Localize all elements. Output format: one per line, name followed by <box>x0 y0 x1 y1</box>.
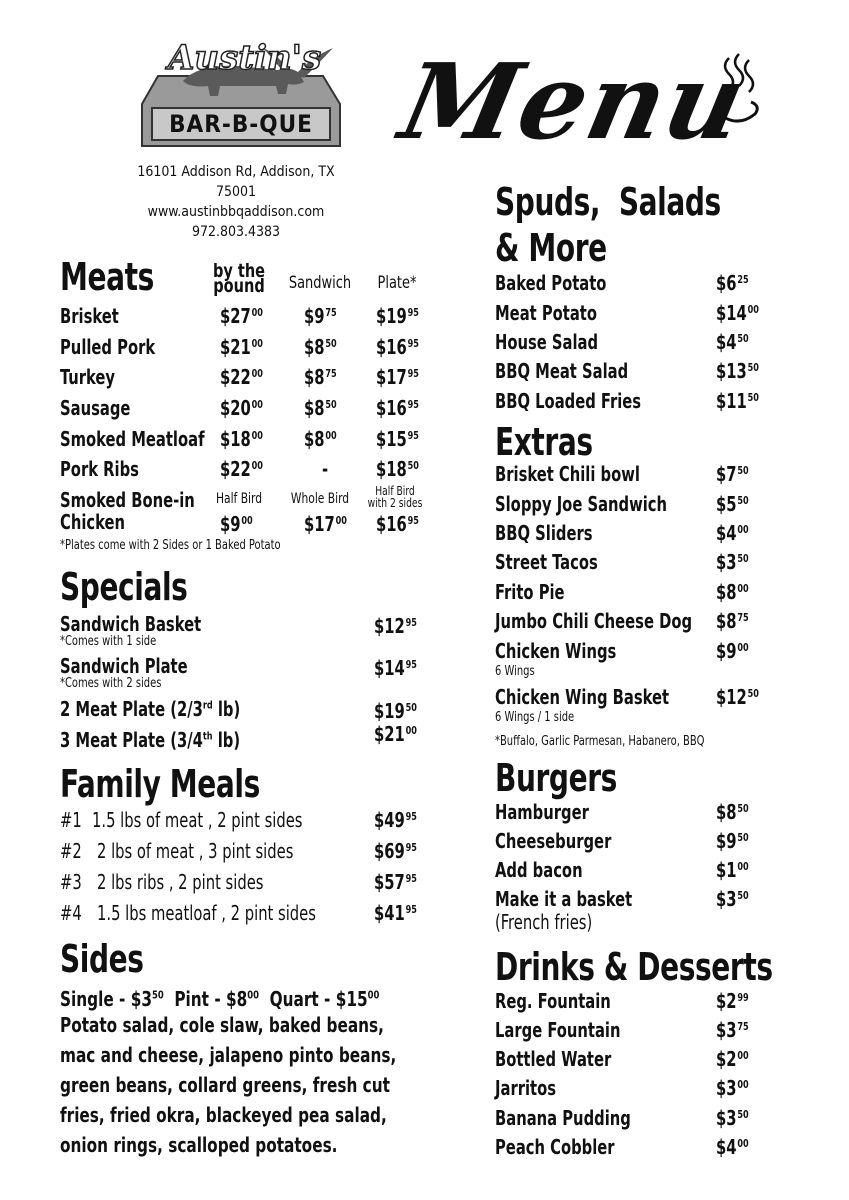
list-item-name: BBQ Sliders <box>495 521 593 545</box>
meat-sandwich-price: $\$8^{50}$ <box>304 396 337 420</box>
list-item-name: BBQ Meat Salad <box>495 359 629 383</box>
spuds-title-2: & More <box>495 226 607 270</box>
list-item-price: $\$3^{50}$ <box>716 550 749 574</box>
family-price: $\$69^{95}$ <box>374 839 417 863</box>
list-item-price: $\$6^{25}$ <box>716 271 749 295</box>
meat-plate-price: $\$19^{95}$ <box>376 304 419 328</box>
chicken-name-2: Chicken <box>60 510 126 534</box>
list-item-note: 6 Wings <box>495 664 535 679</box>
list-item-price: $\$14^{00}$ <box>716 301 759 325</box>
meats-col-plate: Plate* <box>377 273 417 293</box>
meat-sandwich-price: $\$8^{00}$ <box>304 427 337 451</box>
family-number: #1 <box>60 808 82 832</box>
family-number: #4 <box>60 901 82 925</box>
meat-name: Pork Ribs <box>60 457 139 481</box>
meat-sandwich-price: $\$8^{75}$ <box>304 365 337 389</box>
list-item-price: $\$7^{50}$ <box>716 462 749 486</box>
list-item-name: Street Tacos <box>495 550 598 574</box>
list-item-price: $\$4^{00}$ <box>716 521 749 545</box>
special-price: $\$21^{00}$ <box>374 722 417 746</box>
list-item-price: $\$5^{50}$ <box>716 492 749 516</box>
list-item-name: House Salad <box>495 330 599 354</box>
special-name: Sandwich Plate <box>60 654 188 678</box>
spuds-title-1: Spuds, Salads <box>495 180 721 224</box>
meat-sandwich-price: - <box>322 457 329 481</box>
list-item-name: Meat Potato <box>495 301 597 325</box>
meat-sandwich-price: $\$9^{75}$ <box>304 304 337 328</box>
meat-sandwich-price: $\$8^{50}$ <box>304 335 337 359</box>
meats-note: *Plates come with 2 Sides or 1 Baked Potato <box>60 538 281 553</box>
list-item-price: $\$2^{00}$ <box>716 1047 749 1071</box>
meat-name: Sausage <box>60 396 131 420</box>
list-item-price: $\$3^{00}$ <box>716 1076 749 1100</box>
specials-title: Specials <box>60 565 188 609</box>
chicken-whole-price: $\$17^{00}$ <box>304 512 347 536</box>
family-number: #2 <box>60 839 82 863</box>
list-item-price: $\$8^{50}$ <box>716 800 749 824</box>
list-item-price: $\$3^{50}$ <box>716 887 749 911</box>
chicken-name-1: Smoked Bone-in <box>60 488 195 512</box>
list-item-name: Bottled Water <box>495 1047 612 1071</box>
chicken-plate-label-2: with 2 sides <box>367 496 423 510</box>
list-item-price: $\$8^{75}$ <box>716 609 749 633</box>
special-note: *Comes with 2 sides <box>60 676 162 691</box>
family-number: #3 <box>60 870 82 894</box>
meat-name: Smoked Meatloaf <box>60 427 205 451</box>
extras-title: Extras <box>495 420 593 464</box>
list-item-name: Jumbo Chili Cheese Dog <box>495 609 693 633</box>
special-name: 3 Meat Plate (3/4th lb) <box>60 728 241 752</box>
sides-sizes <box>60 980 379 1014</box>
list-item-name: Reg. Fountain <box>495 989 611 1013</box>
list-item-name: Frito Pie <box>495 580 565 604</box>
meat-pound-price: $\$27^{00}$ <box>220 304 263 328</box>
list-item-name: Banana Pudding <box>495 1106 631 1130</box>
sides-pint: Pint - $\$8^{00}$ <box>174 986 259 1011</box>
meat-plate-price: $\$17^{95}$ <box>376 365 419 389</box>
burgers-title: Burgers <box>495 756 617 800</box>
special-price: $\$14^{95}$ <box>374 656 417 680</box>
list-item-price: $\$12^{50}$ <box>716 685 759 709</box>
meat-pound-price: $\$21^{00}$ <box>220 335 263 359</box>
family-price: $\$41^{95}$ <box>374 901 417 925</box>
family-desc: 1.5 lbs meatloaf , 2 pint sides <box>97 901 316 925</box>
logo <box>128 36 353 156</box>
list-item-name: Cheeseburger <box>495 829 612 853</box>
list-item-name: Brisket Chili bowl <box>495 462 640 486</box>
family-price: $\$57^{95}$ <box>374 870 417 894</box>
family-desc: 2 lbs of meat , 3 pint sides <box>97 839 294 863</box>
meat-plate-price: $\$16^{95}$ <box>376 335 419 359</box>
address-block <box>116 162 356 242</box>
sides-line: green beans, collard greens, fresh cut <box>60 1073 390 1097</box>
family-price: $\$49^{95}$ <box>374 808 417 832</box>
list-item-price: $\$1^{00}$ <box>716 858 749 882</box>
list-item-name: Chicken Wing Basket <box>495 685 670 709</box>
address-website[interactable]: www.austinbbqaddison.com <box>147 204 325 220</box>
sides-single: Single - $\$3^{50}$ <box>60 986 164 1011</box>
logo-name: Austin's <box>168 38 322 78</box>
special-name: 2 Meat Plate (2/3rd lb) <box>60 697 241 721</box>
list-item-price: $\$4^{50}$ <box>716 330 749 354</box>
special-name: Sandwich Basket <box>60 612 202 636</box>
list-item-price: $\$3^{50}$ <box>716 1106 749 1130</box>
list-item-price: $\$2^{99}$ <box>716 989 749 1013</box>
sides-line: mac and cheese, jalapeno pinto beans, <box>60 1043 397 1067</box>
list-item-name: Add bacon <box>495 858 583 882</box>
meat-pound-price: $\$22^{00}$ <box>220 457 263 481</box>
list-item-price: $\$3^{75}$ <box>716 1018 749 1042</box>
list-item-price: $\$11^{50}$ <box>716 389 759 413</box>
menu-title <box>390 40 770 180</box>
list-item-note: 6 Wings / 1 side <box>495 710 575 725</box>
family-title: Family Meals <box>60 762 260 806</box>
address-street: 16101 Addison Rd, Addison, TX 75001 <box>137 164 335 200</box>
special-price: $\$12^{95}$ <box>374 614 417 638</box>
meat-pound-price: $\$20^{00}$ <box>220 396 263 420</box>
menu-title-text: Menu <box>390 40 758 163</box>
meat-pound-price: $\$18^{00}$ <box>220 427 263 451</box>
list-item-price: $\$9^{00}$ <box>716 639 749 663</box>
list-item-price: $\$9^{50}$ <box>716 829 749 853</box>
meat-name: Pulled Pork <box>60 335 156 359</box>
meat-name: Brisket <box>60 304 119 328</box>
meats-col-sandwich: Sandwich <box>288 273 352 293</box>
meats-title: Meats <box>60 255 154 299</box>
list-item-name: BBQ Loaded Fries <box>495 389 642 413</box>
sides-line: Potato salad, cole slaw, baked beans, <box>60 1013 384 1037</box>
list-item-name: Make it a basket <box>495 887 633 911</box>
meat-plate-price: $\$15^{95}$ <box>376 427 419 451</box>
chicken-whole-label: Whole Bird <box>290 491 350 507</box>
meat-plate-price: $\$16^{95}$ <box>376 396 419 420</box>
burgers-basket-note: (French fries) <box>495 910 593 934</box>
list-item-name: Sloppy Joe Sandwich <box>495 492 668 516</box>
logo-sub: BAR-B-QUE <box>169 110 313 138</box>
steam-icon <box>705 50 765 130</box>
special-price: $\$19^{50}$ <box>374 699 417 723</box>
sides-title: Sides <box>60 937 144 981</box>
family-desc: 1.5 lbs of meat , 2 pint sides <box>92 808 303 832</box>
chicken-plate-label-1: Half Bird <box>375 484 415 498</box>
list-item-price: $\$4^{00}$ <box>716 1135 749 1159</box>
sides-quart: Quart - $\$15^{00}$ <box>269 986 380 1011</box>
meat-plate-price: $\$18^{50}$ <box>376 457 419 481</box>
meats-col-pound: by the pound <box>212 260 266 297</box>
sides-line: onion rings, scalloped potatoes. <box>60 1133 338 1157</box>
list-item-name: Chicken Wings <box>495 639 617 663</box>
family-desc: 2 lbs ribs , 2 pint sides <box>97 870 264 894</box>
address-phone[interactable]: 972.803.4383 <box>191 224 281 240</box>
chicken-half-label: Half Bird <box>215 491 263 507</box>
list-item-name: Baked Potato <box>495 271 607 295</box>
list-item-price: $\$8^{00}$ <box>716 580 749 604</box>
sides-description <box>60 1010 396 1160</box>
chicken-plate-price: $\$16^{95}$ <box>376 512 419 536</box>
special-note: *Comes with 1 side <box>60 634 157 649</box>
sides-line: fries, fried okra, blackeyed pea salad, <box>60 1103 387 1127</box>
list-item-name: Jarritos <box>495 1076 557 1100</box>
list-item-price: $\$13^{50}$ <box>716 359 759 383</box>
meat-name: Turkey <box>60 365 116 389</box>
list-item-name: Peach Cobbler <box>495 1135 615 1159</box>
meat-pound-price: $\$22^{00}$ <box>220 365 263 389</box>
drinks-title: Drinks & Desserts <box>495 945 773 989</box>
extras-flavors: *Buffalo, Garlic Parmesan, Habanero, BBQ <box>495 734 705 749</box>
chicken-half-price: $\$9^{00}$ <box>220 512 253 536</box>
list-item-name: Hamburger <box>495 800 589 824</box>
list-item-name: Large Fountain <box>495 1018 621 1042</box>
